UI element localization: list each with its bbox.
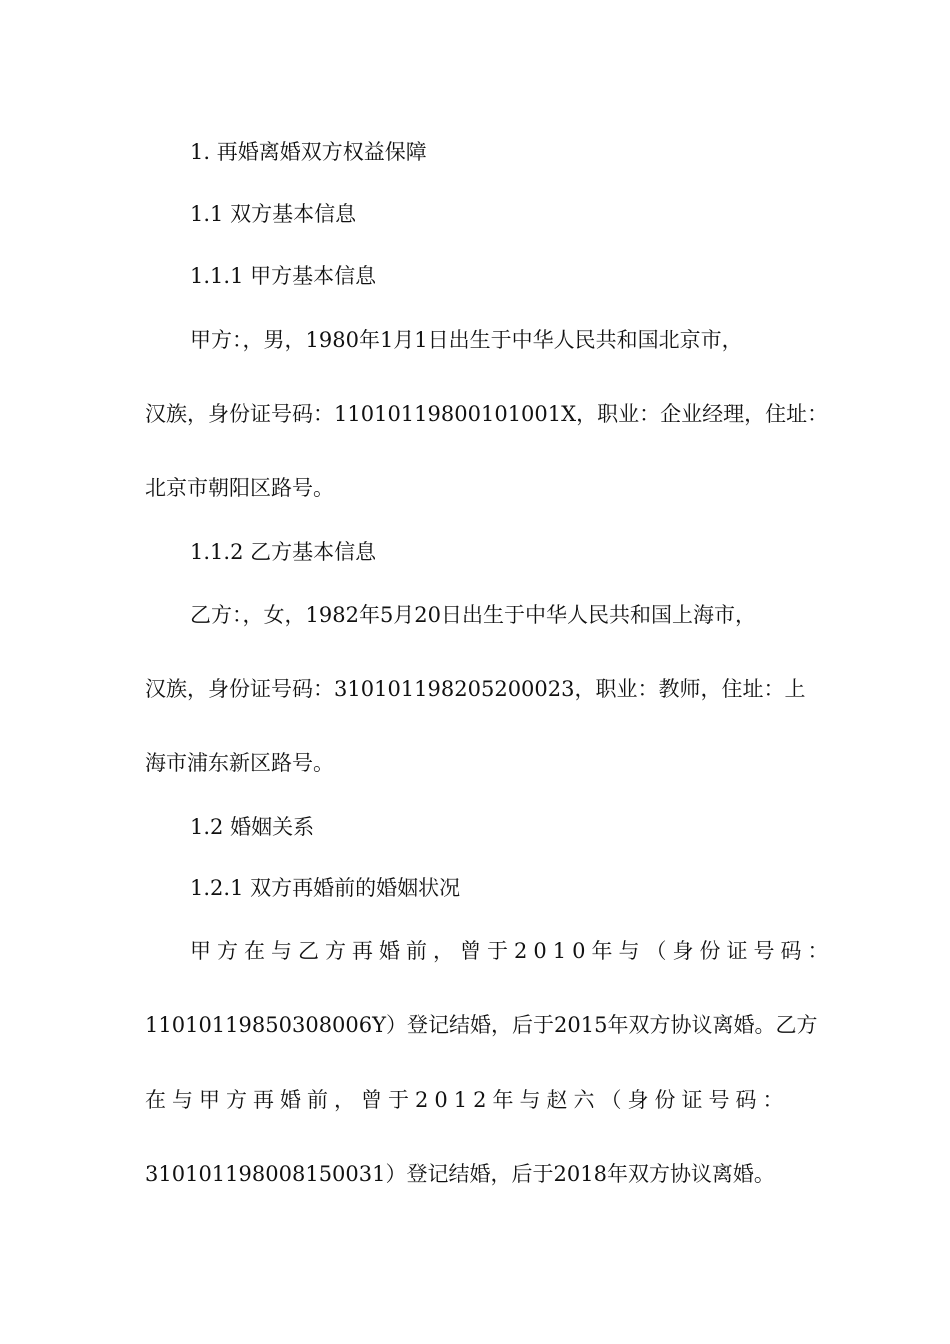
paragraph-line: 海市浦东新区路号。 bbox=[145, 751, 334, 775]
paragraph-line: 在与甲方再婚前，曾于2012年与赵六（身份证号码： bbox=[145, 1088, 790, 1112]
section-heading-1-1-2: 1.1.2 乙方基本信息 bbox=[190, 540, 377, 564]
paragraph-line: 汉族，身份证号码：310101198205200023，职业：教师，住址：上 bbox=[145, 677, 806, 701]
paragraph-line: 甲方：，男，1980年1月1日出生于中华人民共和国北京市， bbox=[190, 328, 743, 352]
section-heading-1-1-1: 1.1.1 甲方基本信息 bbox=[190, 264, 377, 288]
section-heading-1-2: 1.2 婚姻关系 bbox=[190, 815, 315, 839]
paragraph-line: 北京市朝阳区路号。 bbox=[145, 476, 334, 500]
section-heading-1-1: 1.1 双方基本信息 bbox=[190, 202, 357, 226]
paragraph-line: 甲方在与乙方再婚前，曾于2010年与（身份证号码： bbox=[190, 939, 835, 963]
paragraph-line: 汉族，身份证号码：11010119800101001X，职业：企业经理，住址： bbox=[145, 402, 829, 426]
section-heading-1: 1. 再婚离婚双方权益保障 bbox=[190, 140, 427, 164]
section-heading-1-2-1: 1.2.1 双方再婚前的婚姻状况 bbox=[190, 876, 461, 900]
paragraph-line: 310101198008150031）登记结婚，后于2018年双方协议离婚。 bbox=[145, 1162, 775, 1186]
paragraph-line: 11010119850308006Y）登记结婚，后于2015年双方协议离婚。乙方 bbox=[145, 1013, 818, 1037]
paragraph-line: 乙方：，女，1982年5月20日出生于中华人民共和国上海市， bbox=[190, 603, 757, 627]
